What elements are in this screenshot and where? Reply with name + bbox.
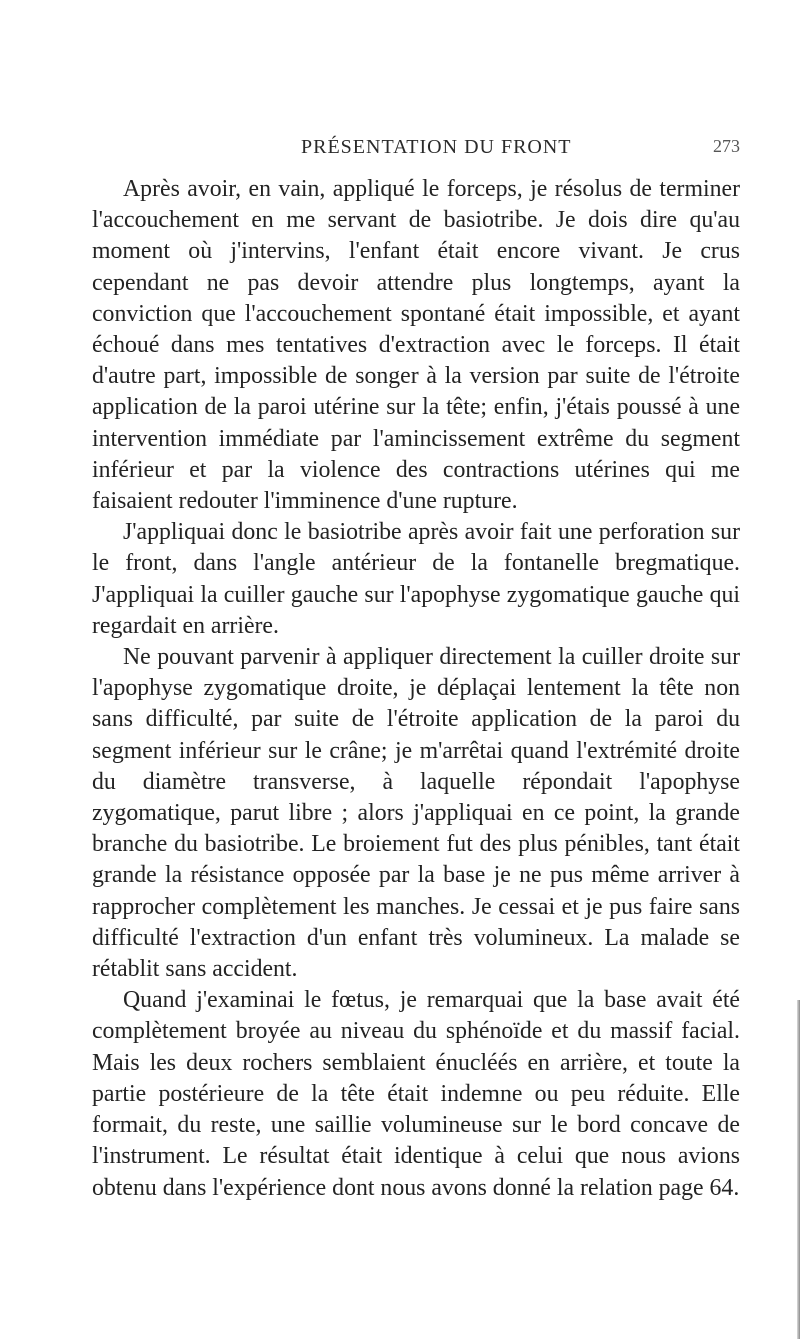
paragraph: J'appliquai donc le basiotribe après avoir fait une perforation sur le front, dans l'angle antérieur de la fontanelle bregmatique. J'appliquai la cuiller gauche sur l'apophyse zygomatique gauche qui regardait en arrière.: [92, 519, 740, 639]
running-title: PRÉSENTATION DU FRONT: [301, 136, 572, 158]
body-text: [92, 174, 740, 1204]
paragraph: Ne pouvant parvenir à appliquer directement la cuiller droite sur l'apophyse zygomatique droite, je déplaçai lentement la tête non sans difficulté, par suite de l'étroite application de la paroi du segment inférieur sur le crâne; je m'arrêtai quand l'extrémité droite du diamètre transverse, à laquelle répondait l'apophyse zygomatique, parut libre ; alors j'appliquai en ce point, la grande branche du basiotribe. Le broiement fut des plus pénibles, tant était grande la résistance opposée par la base je ne pus même arriver à rapprocher complètement les manches. Je cessai et je pus faire sans difficulté l'extraction d'un enfant très volumineux. La malade se rétablit sans accident.: [92, 644, 740, 983]
paragraph: Quand j'examinai le fœtus, je remarquai que la base avait été complètement broyée au niveau du sphénoïde et du massif facial. Mais les deux rochers semblaient énucléés en arrière, et toute la partie postérieure de la tête était indemne ou peu réduite. Elle formait, du reste, une saillie volumineuse sur le bord concave de l'instrument. Le résultat était identique à celui que nous avions obtenu dans l'expérience dont nous avons donné la relation page 64.: [92, 987, 740, 1201]
running-header: [200, 130, 740, 170]
page-number: 273: [713, 136, 740, 156]
paragraph: Après avoir, en vain, appliqué le forceps, je résolus de terminer l'accouchement en me servant de basiotribe. Je dois dire qu'au moment où j'intervins, l'enfant était encore vivant. Je crus cependant ne pas devoir attendre plus longtemps, ayant la conviction que l'accouchement spontané était impossible, et ayant échoué dans mes tentatives d'extraction avec le forceps. Il était d'autre part, impossible de songer à la version par suite de l'étroite application de la paroi utérine sur la tête; enfin, j'étais poussé à une intervention immédiate par l'amincissement extrême du segment inférieur et par la violence des contractions utérines qui me faisaient redouter l'imminence d'une rupture.: [92, 176, 740, 515]
